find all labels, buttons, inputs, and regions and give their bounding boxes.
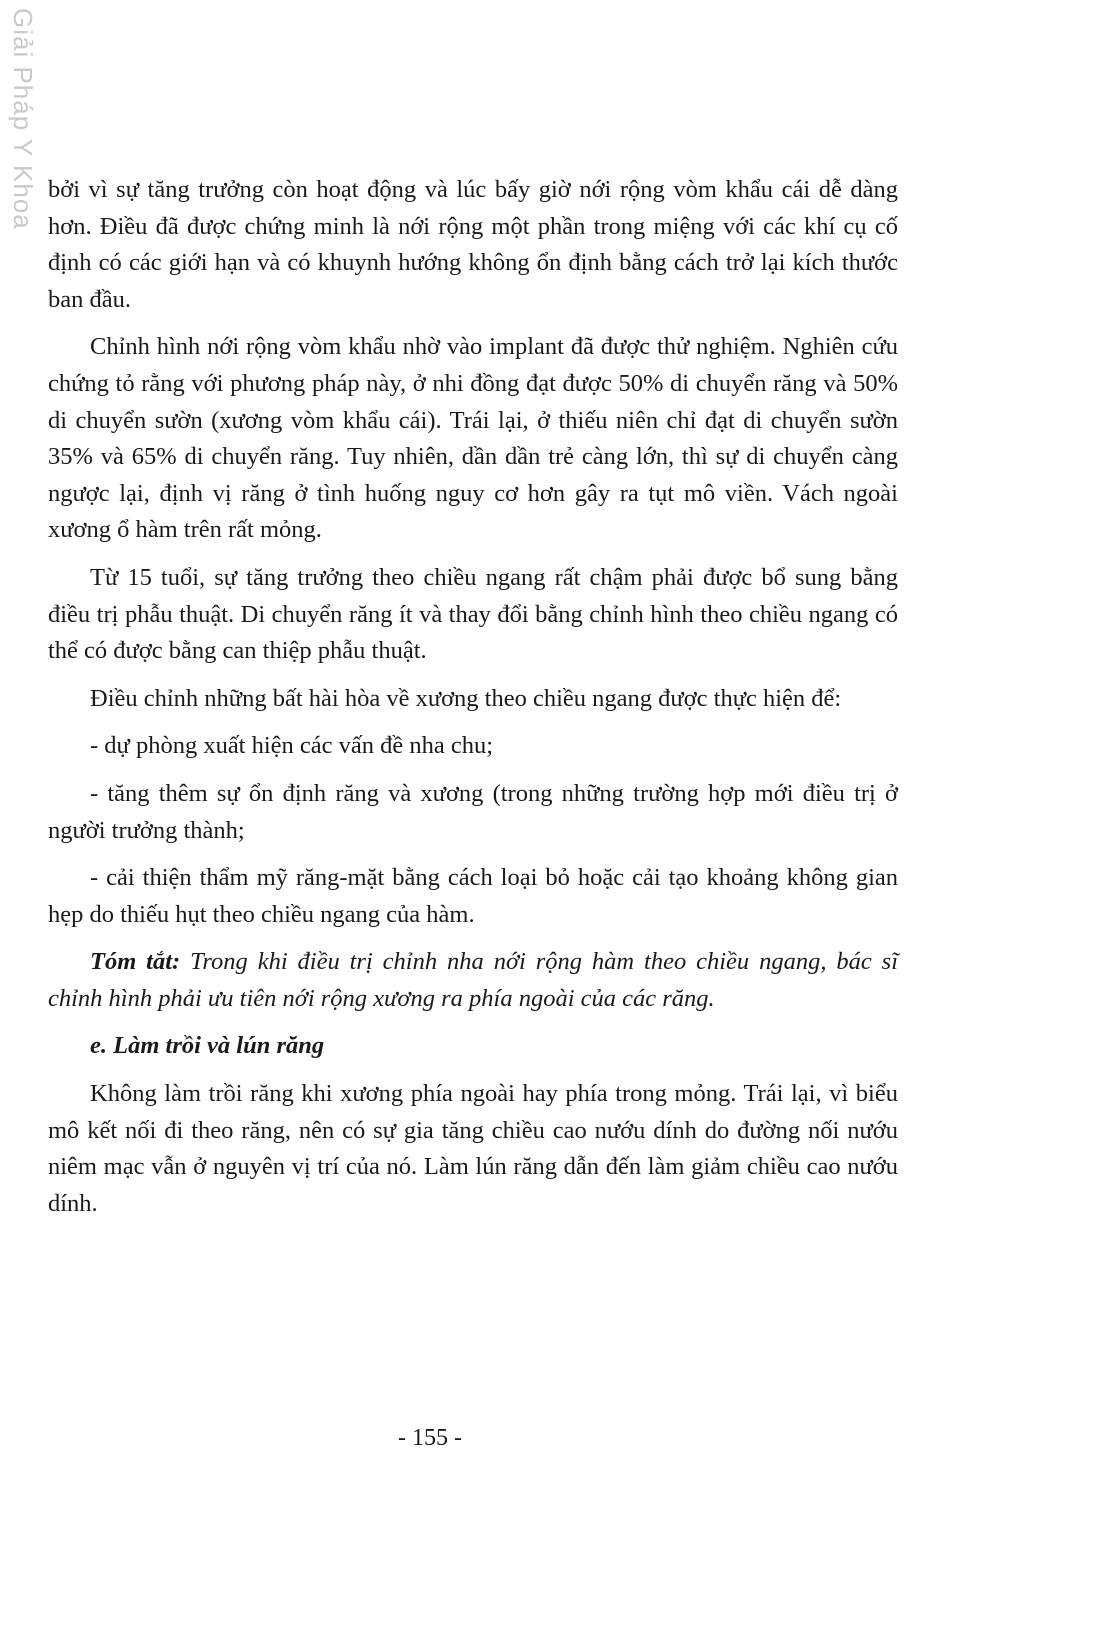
- paragraph-age-15: Từ 15 tuổi, sự tăng trưởng theo chiều ngang rất chậm phải được bổ sung bằng điều trị phẫu thuật. Di chuyển răng ít và thay đổi bằng chỉnh hình theo chiều ngang có thể có được bằng can thiệp phẫu thuật.: [48, 563, 898, 665]
- section-heading: e. Làm trồi và lún răng: [90, 1032, 325, 1060]
- page-body: [48, 172, 898, 1233]
- summary-label: Tóm tắt:: [90, 948, 181, 976]
- list-item-aesthetics: - cải thiện thẩm mỹ răng-mặt bằng cách loại bỏ hoặc cải tạo khoảng không gian hẹp do thiếu hụt theo chiều ngang của hàm.: [48, 864, 898, 928]
- paragraph-correction-intro: Điều chỉnh những bất hài hòa về xương theo chiều ngang được thực hiện để:: [90, 684, 842, 712]
- watermark-text: Giải Pháp Y Khoa: [8, 8, 38, 230]
- summary-text: Trong khi điều trị chỉnh nha nới rộng hàm theo chiều ngang, bác sĩ chỉnh hình phải ưu tiên nới rộng xương ra phía ngoài của các răng.: [48, 948, 899, 1012]
- summary-paragraph: [48, 944, 898, 1017]
- page-number: - 155 -: [398, 1425, 462, 1451]
- list-item-stability: - tăng thêm sự ổn định răng và xương (trong những trường hợp mới điều trị ở người trưởng thành;: [48, 779, 898, 844]
- list-item-periodontal: - dự phòng xuất hiện các vấn đề nha chu;: [90, 732, 494, 760]
- paragraph-continuation: bởi vì sự tăng trưởng còn hoạt động và lúc bấy giờ nới rộng vòm khẩu cái dễ dàng hơn. Điều đã được chứng minh là nới rộng một phần trong miệng với các khí cụ cố định có các giới hạn và có khuynh hướng không ổn định bằng cách trở lại kích thước ban đầu.: [48, 176, 898, 313]
- paragraph-extrusion: Không làm trồi răng khi xương phía ngoài hay phía trong mỏng. Trái lại, vì biểu mô kết nối đi theo răng, nên có sự gia tăng chiều cao nướu dính do đường nối nướu niêm mạc vẫn ở nguyên vị trí của nó. Làm lún răng dẫn đến làm giảm chiều cao nướu dính.: [48, 1080, 898, 1217]
- paragraph-implant: Chỉnh hình nới rộng vòm khẩu nhờ vào implant đã được thử nghiệm. Nghiên cứu chứng tỏ rằng với phương pháp này, ở nhi đồng đạt được 50% di chuyển răng và 50% di chuyển sườn (xương vòm khẩu cái). Trái lại, ở thiếu niên chỉ đạt di chuyển sườn 35% và 65% di chuyển răng. Tuy nhiên, dần dần trẻ càng lớn, thì sự di chuyển càng ngược lại, định vị răng ở tình huống nguy cơ hơn gây ra tụt mô viền. Vách ngoài xương ổ hàm trên rất mỏng.: [48, 333, 898, 544]
